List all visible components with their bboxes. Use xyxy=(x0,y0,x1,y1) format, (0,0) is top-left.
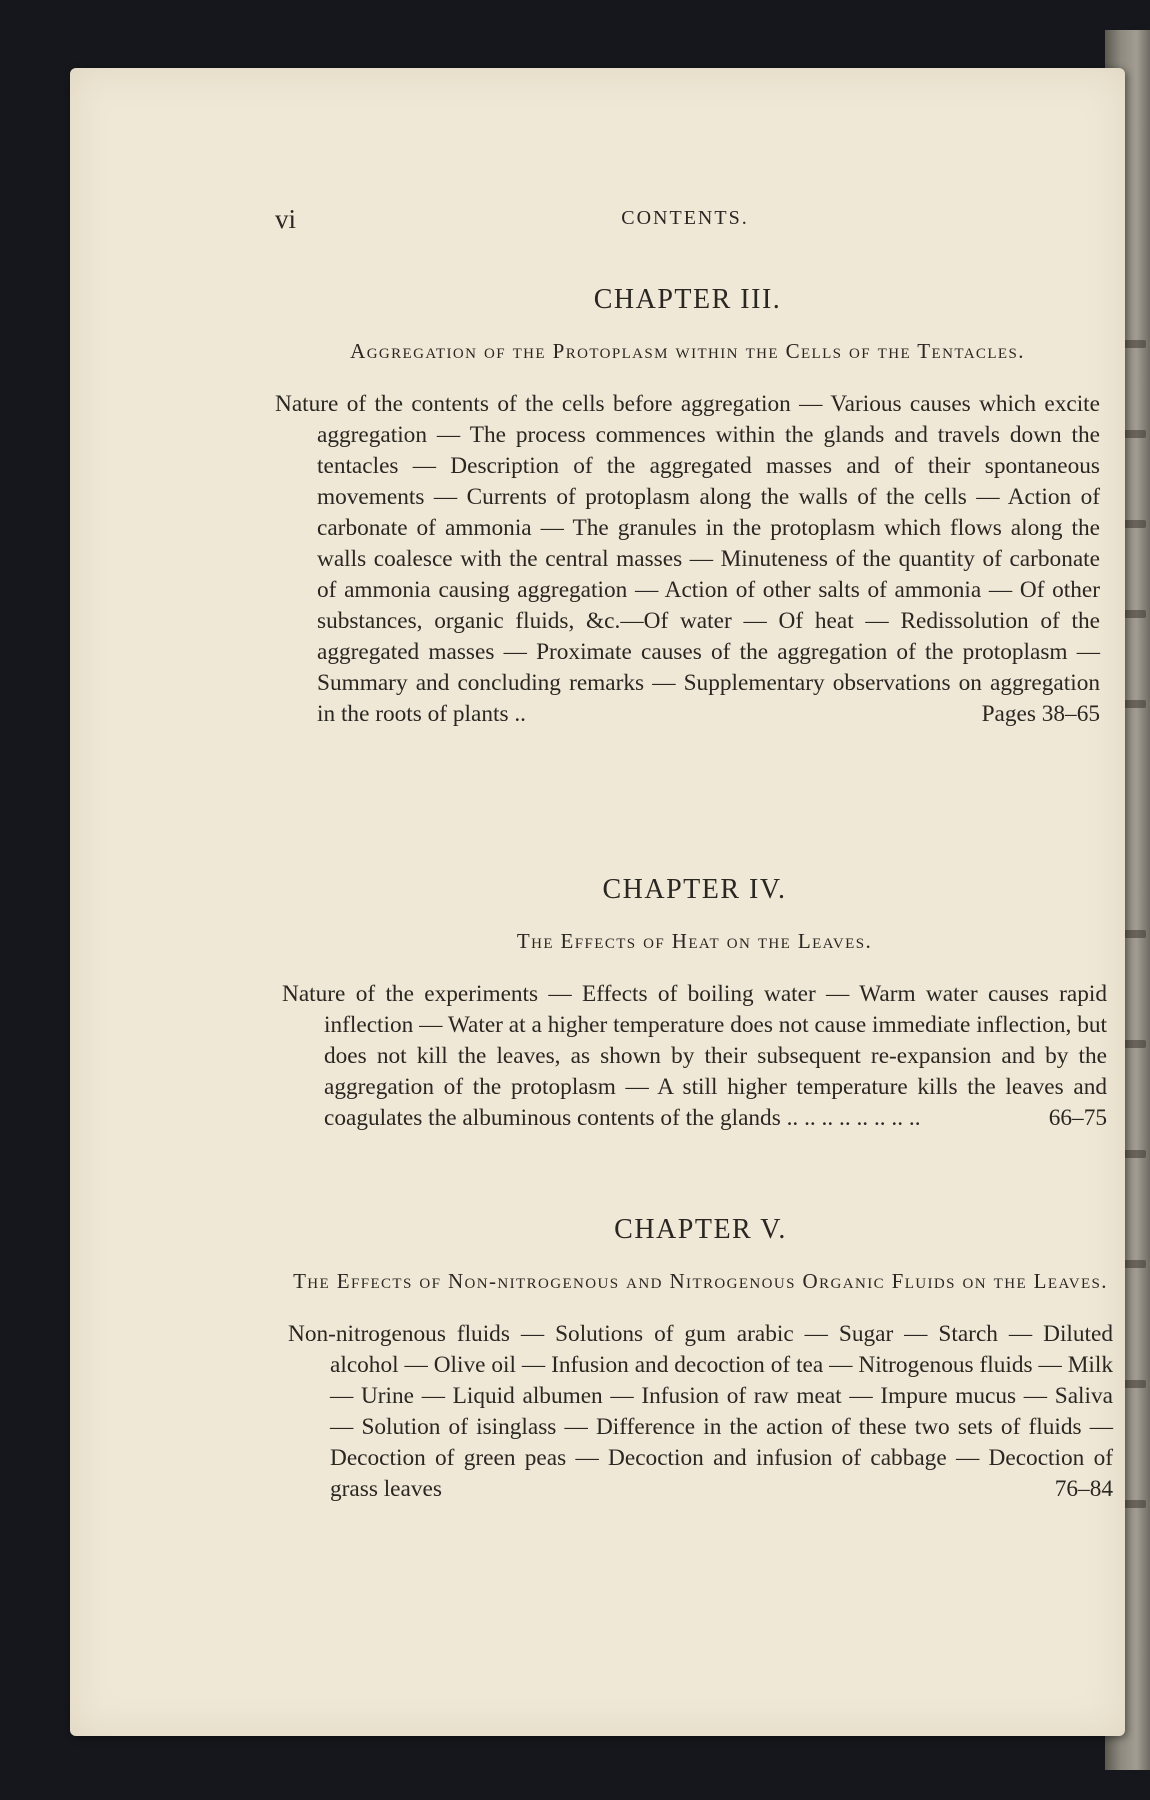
chapter-subtitle: Aggregation of the Protoplasm within the Cells of the Tentacles. xyxy=(350,339,1025,363)
page-range: 76–84 xyxy=(1054,1476,1113,1502)
synopsis-text: Non-nitrogenous fluids — Solutions of gum arabic — Sugar — Starch — Diluted alcohol — Olive oil — Infusion and decoction of tea — Nitrogenous fluids — Milk — Urine — Liquid albumen — Infusion of raw meat — Impure mucus — Saliva — Solution of isinglass — Difference in the action of these two sets of fluids — Decoction of green peas — Decoction and infusion of cabbage — Decoction of grass leaves xyxy=(288,1321,1113,1502)
chapter-subtitle: The Effects of Heat on the Leaves. xyxy=(516,929,873,953)
chapter-section xyxy=(275,284,1100,730)
chapter-synopsis xyxy=(282,979,1107,1134)
synopsis-text: Nature of the contents of the cells before aggregation — Various causes which excite aggregation — The process commences within the glands and travels down the tentacles — Description of the aggregated masses and of their spontaneous movements — Currents of protoplasm along the walls of the cells — Action of carbonate of ammonia — The granules in the protoplasm which flows along the walls coalesce with the central masses — Minuteness of the quantity of carbonate of ammonia causing aggregation — Action of other salts of ammonia — Of other substances, organic fluids, &c.—Of water — Of heat — Redissolution of the aggregated masses — Proximate causes of the aggregation of the protoplasm — Summary and concluding remarks — Supplementary observations on aggregation in the roots of plants .. xyxy=(275,391,1100,727)
chapter-heading: CHAPTER V. xyxy=(614,1214,787,1245)
chapter-section xyxy=(282,874,1107,1134)
chapter-section xyxy=(288,1214,1113,1505)
page-number: vi xyxy=(275,204,297,234)
chapter-subtitle: The Effects of Non-nitrogenous and Nitrogenous Organic Fluids on the Leaves. xyxy=(293,1269,1108,1293)
chapter-heading: CHAPTER III. xyxy=(593,284,782,315)
chapter-heading: CHAPTER IV. xyxy=(602,874,787,905)
chapter-synopsis xyxy=(288,1319,1113,1505)
running-head: CONTENTS. xyxy=(621,207,749,229)
page-range: Pages 38–65 xyxy=(981,701,1100,727)
chapter-synopsis xyxy=(275,389,1100,730)
synopsis-text: Nature of the experiments — Effects of boiling water — Warm water causes rapid inflection — Water at a higher temperature does not cause immediate inflection, but does not kill the leaves, as shown by their subsequent re-expansion and by the aggregation of the protoplasm — A still higher temperature kills the leaves and coagulates the albuminous contents of the glands .. .. .. .. .. .. .. .. xyxy=(282,981,1107,1131)
page-range: 66–75 xyxy=(1048,1105,1107,1131)
book-page xyxy=(70,68,1125,1736)
page-header xyxy=(275,204,1095,244)
